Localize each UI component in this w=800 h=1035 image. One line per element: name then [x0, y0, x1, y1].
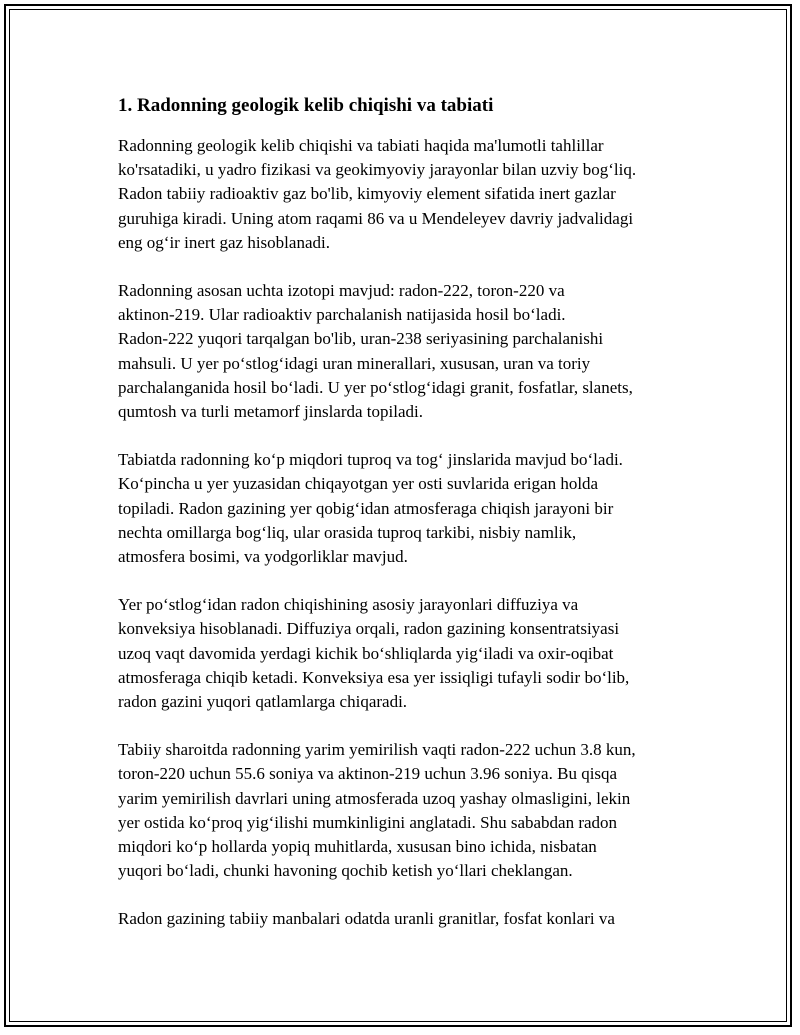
section-heading: 1. Radonning geologik kelib chiqishi va tabiati [118, 95, 494, 116]
text-line: nechta omillarga bog‘liq, ular orasida tuproq tarkibi, nisbiy namlik, [118, 522, 577, 542]
paragraph [118, 738, 698, 883]
text-line: qumtosh va turli metamorf jinslarda topiladi. [118, 402, 423, 422]
text-line: Radonning asosan uchta izotopi mavjud: radon-222, toron-220 va [118, 281, 565, 301]
text-line: atmosfera bosimi, va yodgorliklar mavjud. [118, 547, 408, 567]
text-line: atmosferaga chiqib ketadi. Konveksiya esa yer issiqligi tufayli sodir bo‘lib, [118, 667, 630, 687]
text-line: radon gazini yuqori qatlamlarga chiqaradi. [118, 692, 408, 712]
text-line: mahsuli. U yer po‘stlog‘idagi uran minerallari, xususan, uran va toriy [118, 353, 591, 373]
text-line: yarim yemirilish davrlari uning atmosferada uzoq yashay olmasligini, lekin [118, 788, 631, 808]
text-line: Radon gazining tabiiy manbalari odatda uranli granitlar, fosfat konlari va [118, 909, 615, 929]
text-line: guruhiga kiradi. Uning atom raqami 86 va u Mendeleyev davriy jadvalidagi [118, 208, 634, 228]
paragraph [118, 279, 698, 424]
text-line: Ko‘pincha u yer yuzasidan chiqayotgan yer osti suvlarida erigan holda [118, 474, 599, 494]
text-line: Radon-222 yuqori tarqalgan bo'lib, uran-238 seriyasining parchalanishi [118, 329, 604, 349]
text-line: yer ostida ko‘proq yig‘ilishi mumkinligini anglatadi. Shu sababdan radon [118, 812, 618, 832]
text-line: Radon tabiiy radioaktiv gaz bo'lib, kimyoviy element sifatida inert gazlar [118, 184, 616, 204]
text-line: parchalanganida hosil bo‘ladi. U yer po‘stlog‘idagi granit, fosfatlar, slanets, [118, 377, 633, 397]
text-line: yuqori bo‘ladi, chunki havoning qochib ketish yo‘llari cheklangan. [118, 861, 573, 881]
text-line: toron-220 uchun 55.6 soniya va aktinon-219 uchun 3.96 soniya. Bu qisqa [118, 764, 618, 784]
paragraph [118, 593, 698, 714]
paragraph [118, 907, 698, 931]
text-line: ko'rsatadiki, u yadro fizikasi va geokimyoviy jarayonlar bilan uzviy bog‘liq. [118, 160, 637, 180]
paragraph [118, 448, 698, 569]
text-line: uzoq vaqt davomida yerdagi kichik bo‘shliqlarda yig‘iladi va oxir-oqibat [118, 643, 614, 663]
text-line: konveksiya hisoblanadi. Diffuziya orqali, radon gazining konsentratsiyasi [118, 619, 620, 639]
paragraph [118, 134, 698, 255]
text-line: Yer po‘stlog‘idan radon chiqishining asosiy jarayonlari diffuziya va [118, 595, 579, 615]
text-line: aktinon-219. Ular radioaktiv parchalanish natijasida hosil bo‘ladi. [118, 305, 566, 325]
text-line: Radonning geologik kelib chiqishi va tabiati haqida ma'lumotli tahlillar [118, 136, 604, 155]
document-body [118, 92, 698, 956]
text-line: eng og‘ir inert gaz hisoblanadi. [118, 232, 330, 252]
text-line: Tabiiy sharoitda radonning yarim yemirilish vaqti radon-222 uchun 3.8 kun, [118, 740, 636, 760]
text-line: topiladi. Radon gazining yer qobig‘idan atmosferaga chiqish jarayoni bir [118, 498, 614, 518]
text-line: miqdori ko‘p hollarda yopiq muhitlarda, xususan bino ichida, nisbatan [118, 837, 597, 857]
text-line: Tabiatda radonning ko‘p miqdori tuproq va tog‘ jinslarida mavjud bo‘ladi. [118, 450, 623, 470]
